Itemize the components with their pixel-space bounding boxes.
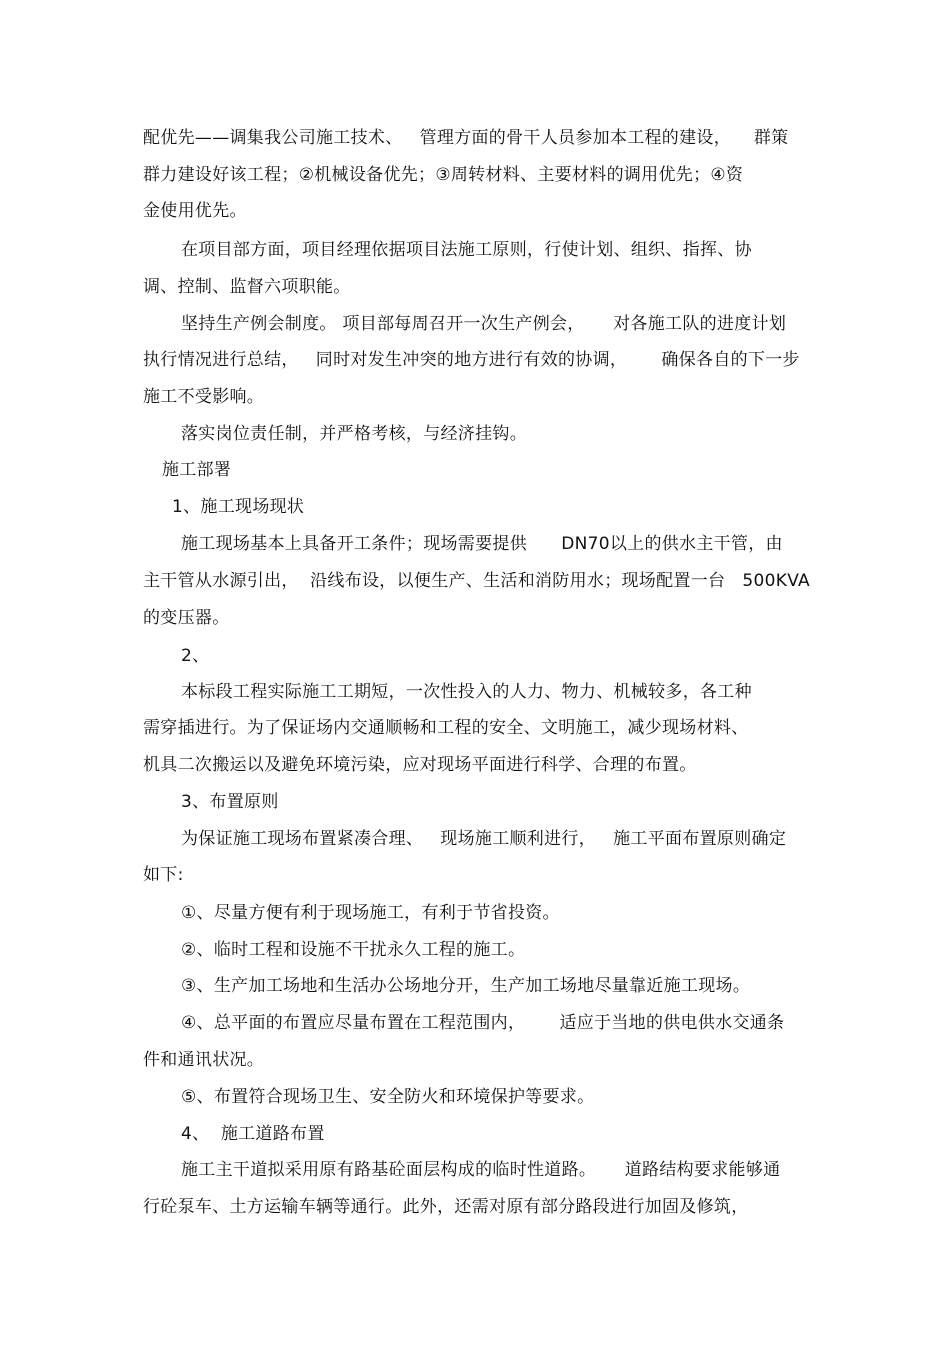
text-line: 金使用优先。 [143, 201, 247, 221]
text-line: 坚持生产例会制度。 项目部每周召开一次生产例会， 对各施工队的进度计划 [181, 314, 787, 334]
text-line: 群力建设好该工程；②机械设备优先；③周转材料、主要材料的调用优先；④资 [143, 165, 744, 185]
subsection-heading: 2、 [181, 646, 210, 666]
text-line: 在项目部方面，项目经理依据项目法施工原则，行使计划、组织、指挥、协 [181, 240, 752, 260]
list-item: ⑤、布置符合现场卫生、安全防火和环境保护等要求。 [181, 1087, 595, 1107]
text-line: 落实岗位责任制，并严格考核，与经济挂钩。 [181, 424, 527, 444]
list-item: ③、生产加工场地和生活办公场地分开，生产加工场地尽量靠近施工现场。 [181, 976, 751, 996]
text-line: 主干管从水源引出， 沿线布设，以便生产、生活和消防用水；现场配置一台 500KVA [143, 571, 810, 591]
text-line: 施工不受影响。 [143, 387, 265, 407]
subsection-heading: 3、布置原则 [181, 792, 279, 812]
list-item: ①、尽量方便有利于现场施工，有利于节省投资。 [181, 903, 560, 923]
text-line: 本标段工程实际施工工期短，一次性投入的人力、物力、机械较多，各工种 [181, 682, 752, 702]
text-line: 机具二次搬运以及避免环境污染，应对现场平面进行科学、合理的布置。 [143, 755, 697, 775]
text-line: 为保证施工现场布置紧凑合理、 现场施工顺利进行， 施工平面布置原则确定 [181, 829, 787, 849]
text-line: 需穿插进行。为了保证场内交通顺畅和工程的安全、文明施工，减少现场材料、 [143, 718, 749, 738]
list-item: ②、临时工程和设施不干扰永久工程的施工。 [181, 940, 526, 960]
text-line: 施工现场基本上具备开工条件；现场需要提供 DN70以上的供水主干管，由 [181, 534, 783, 554]
list-item: ④、总平面的布置应尽量布置在工程范围内， 适应于当地的供电供水交通条 [181, 1013, 785, 1033]
text-line: 行砼泵车、土方运输车辆等通行。此外，还需对原有部分路段进行加固及修筑， [143, 1197, 749, 1217]
section-heading: 施工部署 [162, 460, 232, 480]
text-line: 施工主干道拟采用原有路基砼面层构成的临时性道路。 道路结构要求能够通 [181, 1160, 781, 1180]
text-line: 执行情况进行总结， 同时对发生冲突的地方进行有效的协调， 确保各自的下一步 [143, 350, 800, 370]
text-line: 的变压器。 [143, 608, 230, 628]
text-line: 配优先——调集我公司施工技术、 管理方面的骨干人员参加本工程的建设， 群策 [143, 128, 789, 148]
subsection-heading: 1、施工现场现状 [172, 497, 305, 517]
text-line: 如下: [143, 865, 184, 885]
subsection-heading: 4、 施工道路布置 [181, 1124, 325, 1144]
text-line: 调、控制、监督六项职能。 [143, 277, 351, 297]
text-line: 件和通讯状况。 [143, 1050, 265, 1070]
